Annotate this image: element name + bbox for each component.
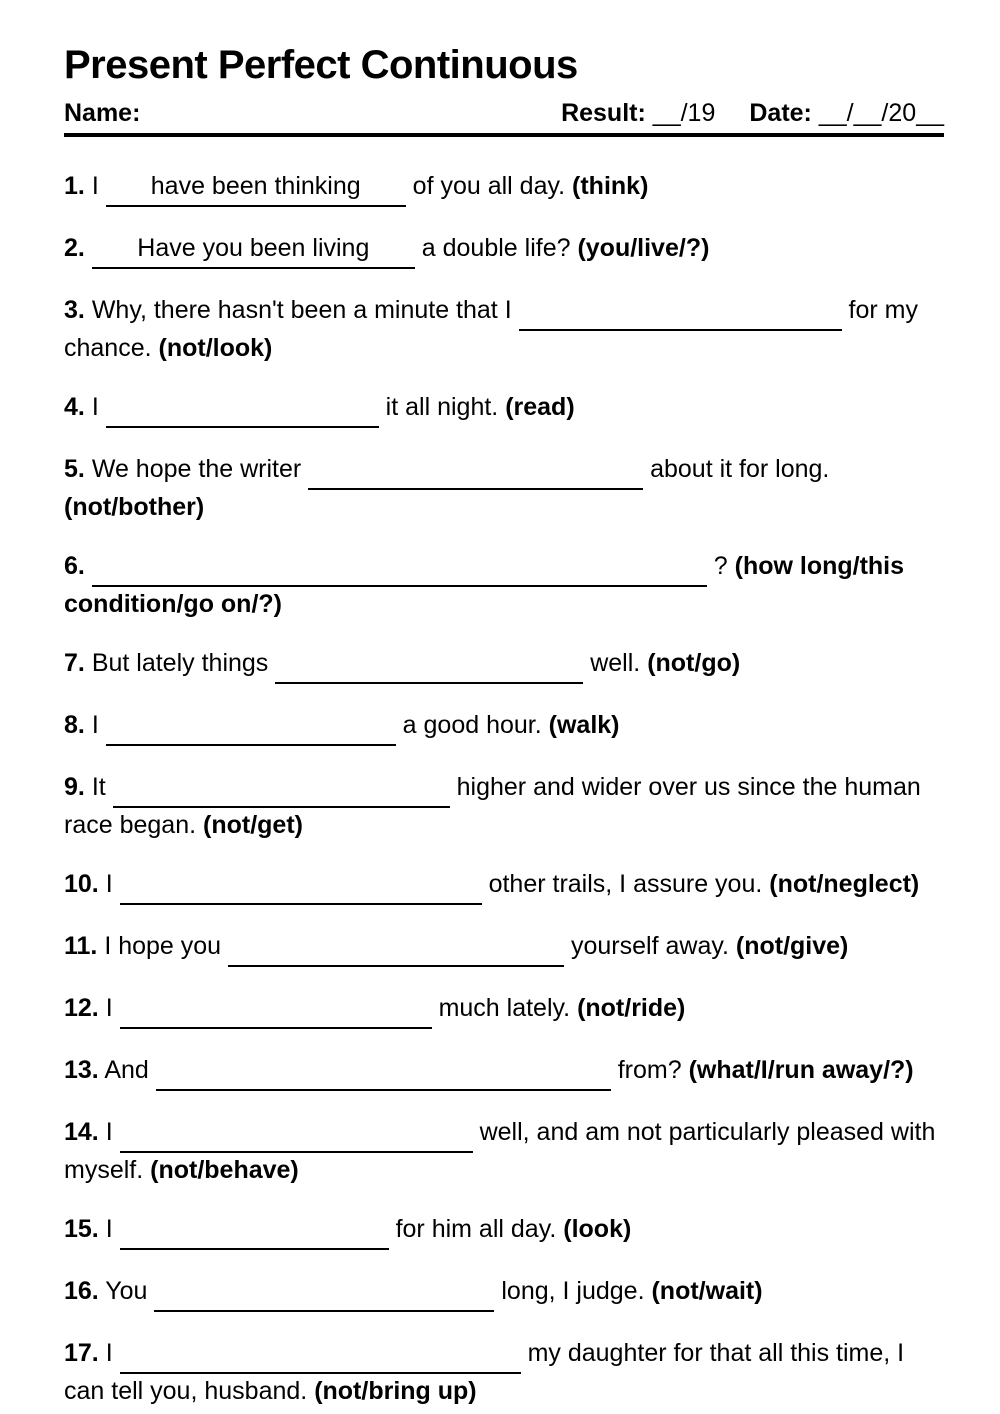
question-text-before-blank: I hope you	[104, 932, 222, 960]
question-text-after-blank: from?	[617, 1056, 682, 1084]
answer-blank[interactable]	[120, 1115, 473, 1153]
question-number: 12.	[64, 994, 99, 1022]
question-text-after-blank: well.	[590, 649, 641, 677]
question	[64, 770, 944, 843]
verb-hint: (not/look)	[158, 334, 273, 362]
answer-blank[interactable]	[120, 1212, 389, 1250]
question-text-after-blank: my daughter for that all this time, I can tell you, husband.	[64, 1339, 905, 1405]
question-text-after-blank: yourself away.	[571, 932, 729, 960]
answer-text	[272, 994, 279, 1022]
question	[64, 991, 944, 1029]
answer-text	[396, 552, 403, 580]
verb-hint: (what/I/run away/?)	[688, 1056, 914, 1084]
question-text-after-blank: about it for long.	[650, 455, 830, 483]
answer-blank[interactable]	[308, 452, 643, 490]
question-text-before-blank: Why, there hasn't been a minute that I	[91, 296, 512, 324]
answer-blank[interactable]	[275, 646, 583, 684]
question-text-after-blank: much lately.	[438, 994, 571, 1022]
verb-hint: (think)	[572, 172, 649, 200]
question-number: 8.	[64, 711, 85, 739]
question	[64, 452, 944, 525]
question	[64, 1336, 944, 1409]
answer-text	[677, 296, 684, 324]
answer-blank[interactable]	[154, 1274, 494, 1312]
result-value: __/19	[652, 99, 716, 127]
question-number: 17.	[64, 1339, 99, 1367]
answer-text	[380, 1056, 387, 1084]
question-number: 13.	[64, 1056, 99, 1084]
verb-hint: (not/neglect)	[769, 870, 920, 898]
question-text-after-blank: a good hour.	[402, 711, 542, 739]
verb-hint: (not/get)	[203, 811, 303, 839]
date-label: Date:	[749, 99, 812, 127]
question-text-before-blank: It	[91, 773, 106, 801]
answer-blank[interactable]	[120, 1336, 521, 1374]
question	[64, 1053, 944, 1091]
result-group	[561, 98, 715, 128]
question-text-before-blank: I	[105, 1215, 113, 1243]
date-value: __/__/20__	[818, 99, 944, 127]
header-row	[64, 98, 944, 128]
verb-hint: (not/ride)	[577, 994, 686, 1022]
answer-text: Have you been living	[137, 234, 370, 262]
verb-hint: (how long/this condition/go on/?)	[64, 552, 905, 618]
question-number: 6.	[64, 552, 85, 580]
verb-hint: (you/live/?)	[577, 234, 710, 262]
question-text-after-blank: it all night.	[385, 393, 499, 421]
question-text-before-blank: I	[91, 172, 99, 200]
answer-text	[239, 393, 246, 421]
answer-blank[interactable]	[156, 1053, 611, 1091]
question-text-before-blank: I	[105, 1339, 113, 1367]
header-divider	[64, 133, 944, 137]
question-text-before-blank: And	[104, 1056, 149, 1084]
question	[64, 231, 944, 269]
question-text-after-blank: ?	[713, 552, 728, 580]
verb-hint: (not/go)	[647, 649, 741, 677]
answer-blank[interactable]	[228, 929, 564, 967]
question	[64, 646, 944, 684]
verb-hint: (not/give)	[735, 932, 849, 960]
question	[64, 390, 944, 428]
page-title: Present Perfect Continuous	[64, 43, 578, 87]
question-text-before-blank: I	[105, 1118, 113, 1146]
question-number: 10.	[64, 870, 99, 898]
answer-blank[interactable]	[92, 549, 707, 587]
answer-blank[interactable]	[113, 770, 450, 808]
answer-text	[472, 455, 479, 483]
answer-text	[393, 932, 400, 960]
question-text-after-blank: for my chance.	[64, 296, 918, 362]
answer-blank[interactable]	[519, 293, 842, 331]
verb-hint: (not/wait)	[651, 1277, 763, 1305]
date-group	[749, 98, 944, 128]
answer-text	[297, 870, 304, 898]
answer-text: have been thinking	[150, 172, 361, 200]
question	[64, 867, 944, 905]
question-text-after-blank: of you all day.	[412, 172, 566, 200]
question	[64, 1115, 944, 1188]
verb-hint: (not/bother)	[64, 493, 205, 521]
question-text-before-blank: You	[105, 1277, 148, 1305]
question-number: 16.	[64, 1277, 99, 1305]
answer-blank[interactable]	[106, 708, 396, 746]
question-number: 9.	[64, 773, 85, 801]
verb-hint: (not/behave)	[150, 1156, 299, 1184]
answer-text	[426, 649, 433, 677]
answer-blank[interactable]	[120, 991, 432, 1029]
question	[64, 293, 944, 366]
question-text-before-blank: We hope the writer	[91, 455, 302, 483]
question-text-before-blank: I	[91, 711, 99, 739]
question	[64, 708, 944, 746]
verb-hint: (not/bring up)	[314, 1377, 477, 1405]
question	[64, 549, 944, 622]
question-text-after-blank: for him all day.	[395, 1215, 557, 1243]
question-number: 7.	[64, 649, 85, 677]
question-text-after-blank: well, and am not particularly pleased with myself.	[64, 1118, 936, 1184]
answer-blank[interactable]	[92, 231, 415, 269]
question-number: 1.	[64, 172, 85, 200]
name-group	[64, 98, 140, 128]
result-label: Result:	[561, 99, 646, 127]
verb-hint: (look)	[563, 1215, 632, 1243]
question-text-before-blank: But lately things	[91, 649, 269, 677]
answer-text	[251, 1215, 258, 1243]
question-number: 15.	[64, 1215, 99, 1243]
verb-hint: (walk)	[548, 711, 620, 739]
answer-blank[interactable]	[106, 390, 379, 428]
question-text-after-blank: a double life?	[421, 234, 571, 262]
answer-text	[321, 1277, 328, 1305]
question	[64, 169, 944, 207]
question-text-after-blank: higher and wider over us since the human race began.	[64, 773, 921, 839]
question-number: 2.	[64, 234, 85, 262]
question	[64, 1212, 944, 1250]
question	[64, 929, 944, 967]
answer-blank[interactable]	[120, 867, 482, 905]
question-text-before-blank: I	[105, 994, 113, 1022]
score-date-group	[561, 98, 944, 128]
question-text-after-blank: other trails, I assure you.	[488, 870, 763, 898]
question-number: 5.	[64, 455, 85, 483]
question-number: 14.	[64, 1118, 99, 1146]
question-number: 4.	[64, 393, 85, 421]
verb-hint: (read)	[505, 393, 575, 421]
answer-text	[317, 1339, 324, 1367]
question-text-after-blank: long, I judge.	[501, 1277, 645, 1305]
question-number: 3.	[64, 296, 85, 324]
answer-text	[278, 773, 285, 801]
question-number: 11.	[64, 932, 98, 960]
question-text-before-blank: I	[105, 870, 113, 898]
answer-text	[247, 711, 254, 739]
answer-text	[293, 1118, 300, 1146]
question	[64, 1274, 944, 1312]
answer-blank[interactable]	[106, 169, 406, 207]
name-label: Name:	[64, 99, 141, 127]
question-text-before-blank: I	[91, 393, 99, 421]
questions-list	[64, 169, 944, 1409]
